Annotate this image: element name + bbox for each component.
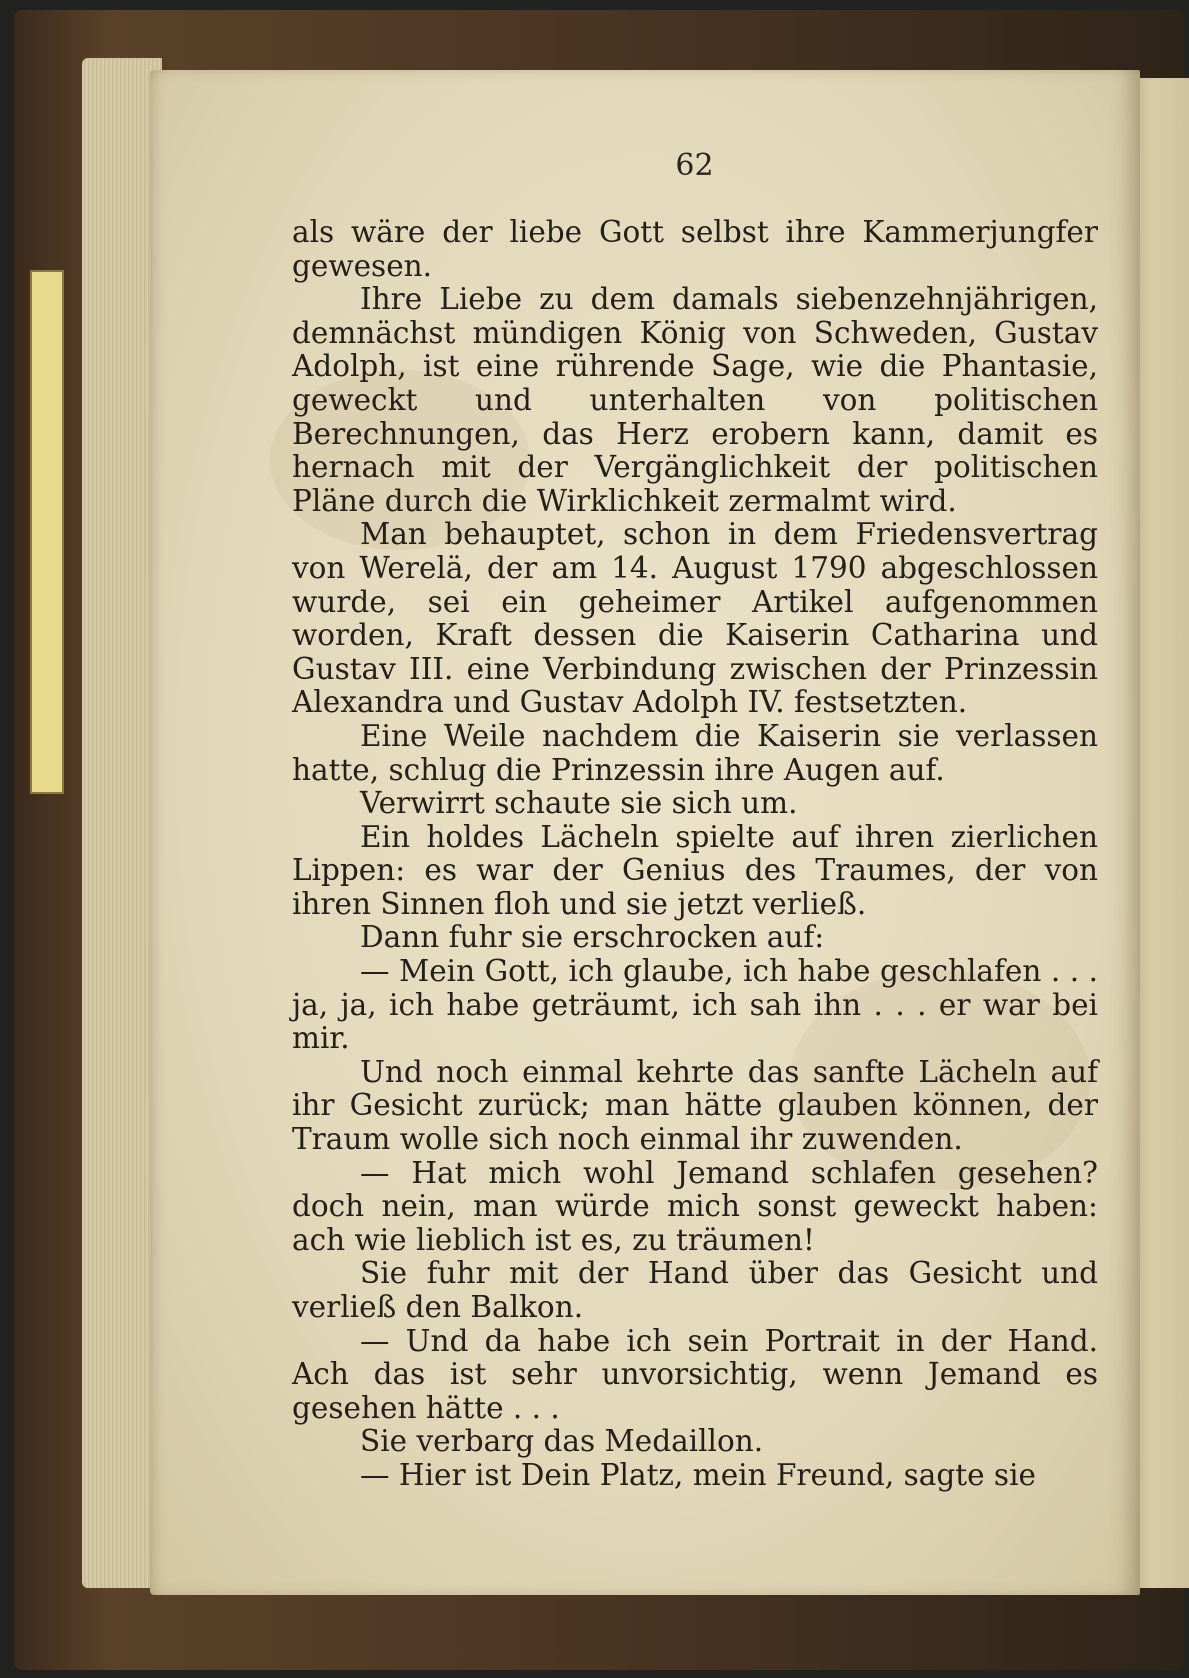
- paragraph: — Hat mich wohl Jemand schlafen gesehen? doch nein, man würde mich sonst geweckt haben: ach wie lieblich ist es, zu träumen!: [292, 1155, 1098, 1257]
- paragraph: — Und da habe ich sein Portrait in der Hand. Ach das ist sehr unvorsichtig, wenn Jemand es gesehen hätte . . .: [292, 1323, 1098, 1425]
- paragraph: Man behauptet, schon in dem Friedensvertrag von Werelä, der am 14. August 1790 abgeschlossen wurde, sei ein geheimer Artikel aufgenommen worden, Kraft dessen die Kaiserin Catharina und Gustav III. eine Verbindung zwischen der Prinzessin Alexandra und Gustav Adolph IV. festsetzten.: [292, 517, 1098, 720]
- paragraph: — Mein Gott, ich glaube, ich habe geschlafen . . . ja, ja, ich habe geträumt, ich sah ihn . . . er war bei mir.: [292, 954, 1098, 1056]
- paragraph: Verwirrt schaute sie sich um.: [360, 786, 798, 821]
- paragraph: Sie fuhr mit der Hand über das Gesicht und verließ den Balkon.: [292, 1256, 1098, 1324]
- paragraph: Und noch einmal kehrte das sanfte Lächeln auf ihr Gesicht zurück; man hätte glauben können, der Traum wolle sich noch einmal ihr zuwenden.: [292, 1054, 1098, 1157]
- paragraph: Dann fuhr sie erschrocken auf:: [360, 920, 825, 955]
- page-number: 62: [675, 148, 714, 183]
- paragraph: Sie verbarg das Medaillon.: [360, 1424, 764, 1459]
- body-text: [292, 216, 1098, 1493]
- paragraph: Ein holdes Lächeln spielte auf ihren zierlichen Lippen: es war der Genius des Traumes, der von ihren Sinnen floh und sie jetzt verließ.: [292, 819, 1098, 921]
- bookmark-ribbon: [30, 270, 64, 794]
- paragraph: als wäre der liebe Gott selbst ihre Kammerjungfer gewesen.: [292, 215, 1098, 283]
- paragraph: Ihre Liebe zu dem damals siebenzehnjährigen, demnächst mündigen König von Schweden, Gustav Adolph, ist eine rührende Sage, wie die Phantasie, geweckt und unterhalten von politischen Berechnungen, das Herz erobern kann, damit es hernach mit der Vergänglichkeit der politischen Pläne durch die Wirklichkeit zermalmt wird.: [292, 282, 1098, 518]
- paragraph: — Hier ist Dein Platz, mein Freund, sagte sie: [360, 1457, 1036, 1492]
- paragraph: Eine Weile nachdem die Kaiserin sie verlassen hatte, schlug die Prinzessin ihre Augen auf.: [292, 718, 1098, 787]
